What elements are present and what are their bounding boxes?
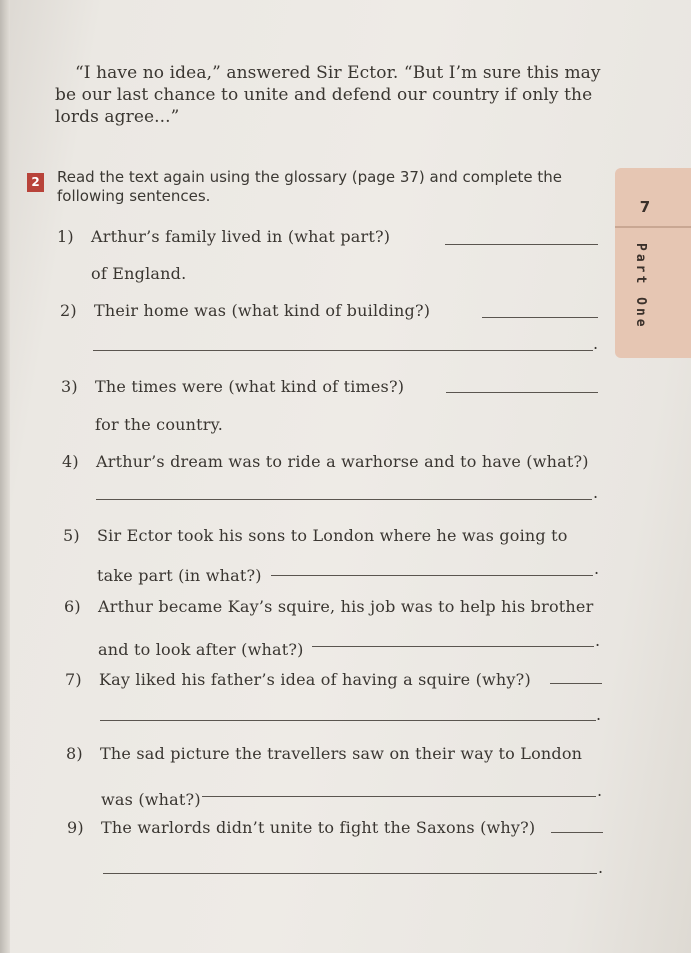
sentence-line bbox=[66, 744, 582, 764]
sentence-line bbox=[64, 597, 593, 617]
item-number: 6) bbox=[64, 597, 81, 616]
answer-blank[interactable] bbox=[446, 392, 598, 393]
sentence-text: The times were (what kind of times?) bbox=[95, 377, 405, 396]
answer-blank[interactable] bbox=[551, 832, 603, 833]
sentence-text: Arthur’s family lived in (what part?) bbox=[91, 227, 391, 246]
answer-blank[interactable] bbox=[103, 873, 597, 874]
sentence-continuation: for the country. bbox=[95, 415, 224, 434]
sentence-text: Arthur’s dream was to ride a warhorse and to have (what?) bbox=[96, 452, 589, 471]
answer-blank[interactable] bbox=[271, 575, 593, 576]
quote-line: lords agree...” bbox=[55, 107, 180, 127]
answer-blank[interactable] bbox=[482, 317, 598, 318]
sentence-line bbox=[65, 670, 531, 690]
sentence-line bbox=[62, 452, 589, 472]
sentence-end: . bbox=[596, 705, 602, 724]
sentence-line bbox=[60, 301, 430, 321]
sentence-end: . bbox=[597, 781, 603, 800]
answer-blank[interactable] bbox=[202, 796, 596, 797]
answer-blank[interactable] bbox=[100, 720, 596, 721]
instruction-line: Read the text again using the glossary (page 37) and complete the bbox=[57, 168, 562, 186]
sentence-continuation: was (what?) bbox=[101, 790, 201, 809]
sentence-line bbox=[63, 526, 568, 546]
quote-line: “I have no idea,” answered Sir Ector. “But I’m sure this may bbox=[75, 63, 601, 83]
sentence-text: Their home was (what kind of building?) bbox=[94, 301, 431, 320]
item-number: 5) bbox=[63, 526, 80, 545]
sentence-continuation: and to look after (what?) bbox=[98, 640, 304, 659]
sentence-text: Arthur became Kay’s squire, his job was to help his brother bbox=[98, 597, 594, 616]
page-number: 7 bbox=[639, 198, 651, 216]
item-number: 8) bbox=[66, 744, 83, 763]
sentence-end: . bbox=[594, 559, 600, 578]
exercise-number-badge: 2 bbox=[27, 173, 44, 192]
item-number: 9) bbox=[67, 818, 84, 837]
quote-paragraph bbox=[55, 62, 605, 128]
answer-blank[interactable] bbox=[445, 244, 598, 245]
answer-blank[interactable] bbox=[312, 646, 594, 647]
quote-line: be our last chance to unite and defend our country if only the bbox=[55, 85, 593, 105]
chapter-tab bbox=[615, 168, 691, 358]
tab-divider bbox=[615, 226, 691, 228]
item-number: 4) bbox=[62, 452, 79, 471]
sentence-end: . bbox=[593, 334, 599, 353]
instruction-line: following sentences. bbox=[57, 187, 211, 205]
answer-blank[interactable] bbox=[550, 683, 602, 684]
sentence-line bbox=[67, 818, 535, 838]
sentence-text: The warlords didn’t unite to fight the Saxons (why?) bbox=[101, 818, 536, 837]
book-spine bbox=[0, 0, 10, 953]
part-label: Part One bbox=[633, 243, 648, 330]
sentence-text: Kay liked his father’s idea of having a squire (why?) bbox=[99, 670, 531, 689]
item-number: 7) bbox=[65, 670, 82, 689]
sentence-text: Sir Ector took his sons to London where he was going to bbox=[97, 526, 568, 545]
sentence-continuation: of England. bbox=[91, 264, 187, 283]
sentence-end: . bbox=[598, 858, 604, 877]
item-number: 2) bbox=[60, 301, 77, 320]
exercise-instruction bbox=[57, 168, 602, 206]
sentence-continuation: take part (in what?) bbox=[97, 566, 262, 585]
sentence-line bbox=[57, 227, 390, 247]
sentence-end: . bbox=[593, 483, 599, 502]
answer-blank[interactable] bbox=[93, 350, 593, 351]
answer-blank[interactable] bbox=[96, 499, 592, 500]
sentence-end: . bbox=[595, 631, 601, 650]
sentence-text: The sad picture the travellers saw on their way to London bbox=[100, 744, 583, 763]
item-number: 3) bbox=[61, 377, 78, 396]
item-number: 1) bbox=[57, 227, 74, 246]
sentence-line bbox=[61, 377, 404, 397]
